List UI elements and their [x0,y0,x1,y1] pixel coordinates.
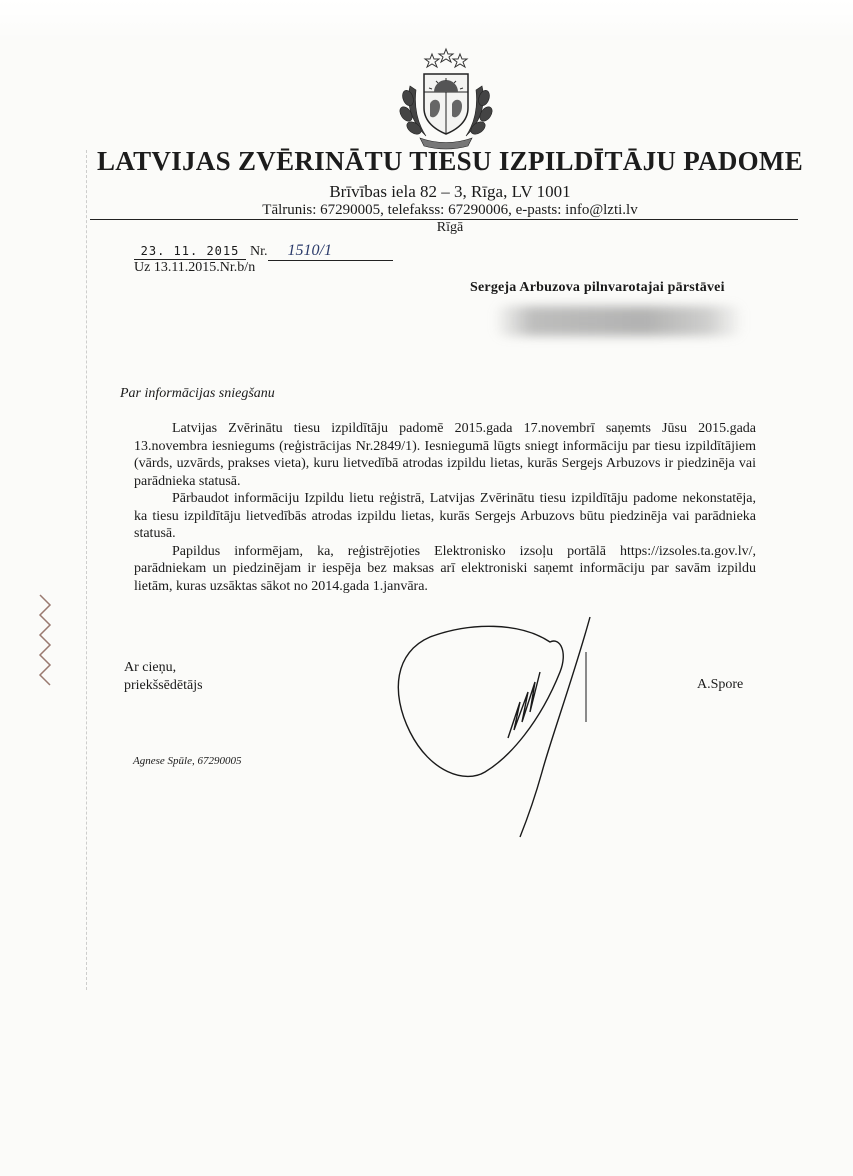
registration-number: 1510/1 [268,242,393,261]
binding-marks [34,590,56,690]
handwritten-signature [390,612,620,842]
registration-date: 23. 11. 2015 [134,244,246,260]
redacted-block [494,306,744,336]
signatory-position: priekšsēdētājs [124,678,203,693]
organization-address: Brīvības iela 82 – 3, Rīga, LV 1001 [329,182,571,201]
body-paragraph: Latvijas Zvērinātu tiesu izpildītāju padomē 2015.gada 17.novembrī saņemts Jūsu 2015.gada 13.novembra iesniegums (reģistrācijas Nr.2849/1). Iesniegumā lūgts sniegt informāciju par tiesu izpildītājiem (vārds, uzvārds, prakses vieta), kuru lietvedībā atrodas izpildu lietas, kurās Sergejs Arbuzovs ir piedzinēja vai parādnieka statusā. [134,421,756,489]
latvian-coat-of-arms-icon [396,46,496,150]
registration-line [134,242,393,261]
letter-body [134,420,756,595]
closing-block [124,659,203,695]
letter-subject: Par informācijas sniegšanu [120,386,275,401]
fold-line [86,150,88,990]
organization-name: LATVIJAS ZVĒRINĀTU TIESU IZPILDĪTĀJU PADOME [96,146,804,176]
organization-contacts: Tālrunis: 67290005, telefakss: 67290006, e-pasts: info@lzti.lv [262,202,638,218]
closing-greeting: Ar cieņu, [124,660,177,675]
scan-edge [0,0,853,40]
body-paragraph: Pārbaudot informāciju Izpildu lietu reģistrā, Latvijas Zvērinātu tiesu izpildītāju padome nekonstatēja, ka tiesu izpildītāju lietvedībās atrodas izpildu lietas, kurās Sergejs Arbuzovs būtu piedzinēja vai parādnieka statusā. [134,491,756,541]
city: Rīgā [436,220,464,235]
recipient: Sergeja Arbuzova pilnvarotajai pārstāvei [470,280,725,295]
registration-nr-label: Nr. [250,244,268,259]
reply-reference: Uz 13.11.2015.Nr.b/n [134,260,256,275]
signatory-name: A.Spore [697,677,744,692]
body-paragraph: Papildus informējam, ka, reģistrējoties Elektronisko izsoļu portālā https://izsoles.ta.gov.lv/, parādniekam un piedzinējam ir iespēja bez maksas arī elektroniski saņemt informāciju par savām izpildu lietām, kuras uzsāktas sākot no 2014.gada 1.janvāra. [134,543,756,594]
executor-contact: Agnese Spūle, 67290005 [133,755,242,767]
